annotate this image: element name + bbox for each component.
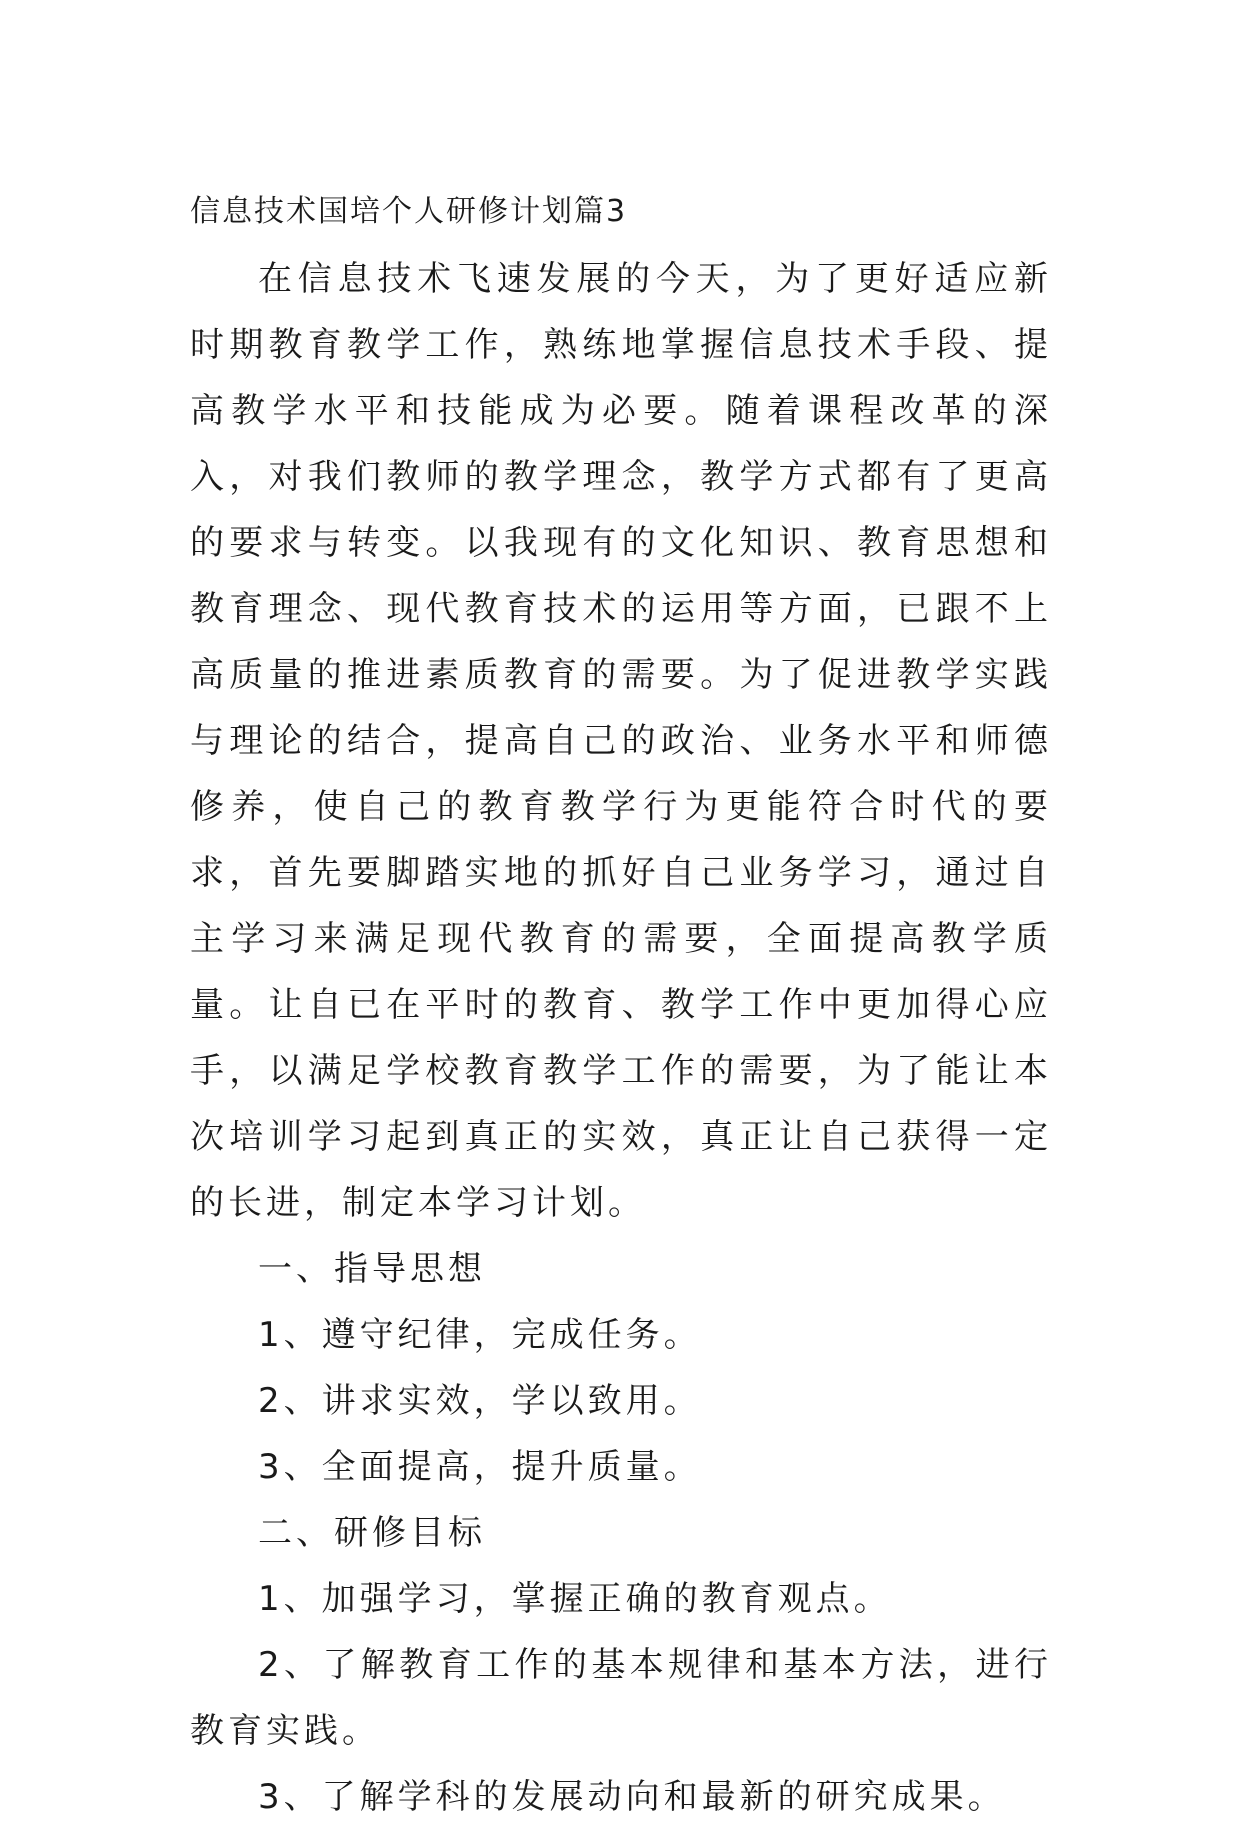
list-item: 2、了解教育工作的基本规律和基本方法，进行教育实践。 [190,1645,1052,1751]
document-body [190,188,1052,1830]
list-item: 1、遵守纪律，完成任务。 [258,1315,702,1355]
list-item: 3、全面提高，提升质量。 [258,1447,702,1487]
list-item: 3、了解学科的发展动向和最新的研究成果。 [258,1777,1006,1817]
section-heading-study-goals: 二、研修目标 [258,1513,486,1553]
intro-paragraph: 在信息技术飞速发展的今天，为了更好适应新时期教育教学工作，熟练地掌握信息技术手段、提高教学水平和技能成为必要。随着课程改革的深入，对我们教师的教学理念，教学方式都有了更高的要求与转变。以我现有的文化知识、教育思想和教育理念、现代教育技术的运用等方面，已跟不上高质量的推进素质教育的需要。为了促进教学实践与理论的结合，提高自己的政治、业务水平和师德修养，使自己的教育教学行为更能符合时代的要求，首先要脚踏实地的抓好自己业务学习，通过自主学习来满足现代教育的需要，全面提高教学质量。让自已在平时的教育、教学工作中更加得心应手，以满足学校教育教学工作的需要，为了能让本次培训学习起到真正的实效，真正让自己获得一定的长进，制定本学习计划。 [190,259,1052,1223]
section-heading-guiding-thought: 一、指导思想 [258,1249,486,1289]
list-item: 2、讲求实效，学以致用。 [258,1381,702,1421]
document-title: 信息技术国培个人研修计划篇3 [190,194,628,229]
list-item: 1、加强学习，掌握正确的教育观点。 [258,1579,892,1619]
